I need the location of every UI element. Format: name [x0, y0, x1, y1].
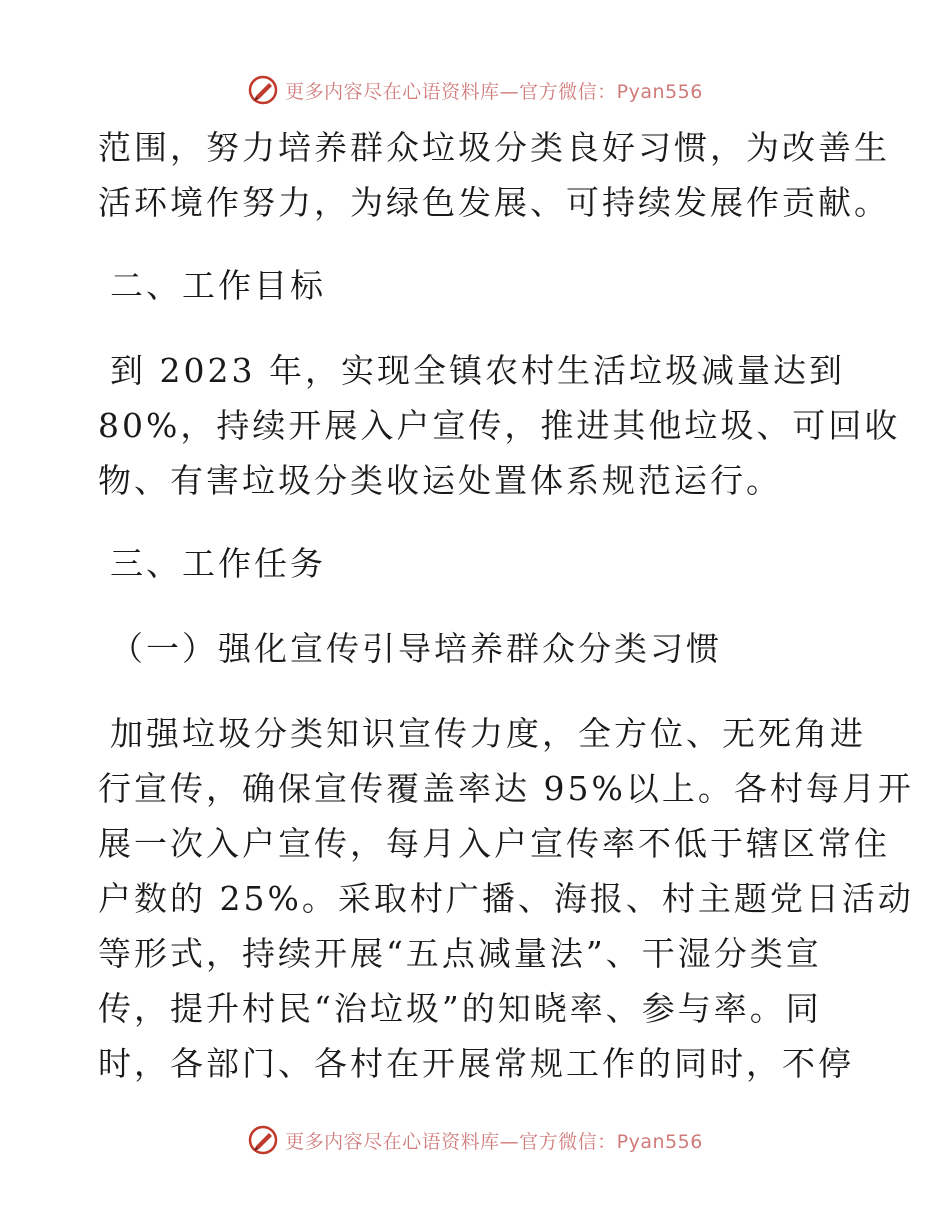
paragraph-line: 传，提升村民“治垃圾”的知晓率、参与率。同 [98, 989, 822, 1028]
subsection-heading: （一）强化宣传引导培养群众分类习惯 [110, 629, 722, 668]
footer-watermark [0, 1120, 950, 1160]
footer-watermark-text: 更多内容尽在心语资料库—官方微信：Pyan556 [285, 1130, 703, 1153]
pen-logo-icon [247, 1124, 279, 1156]
paragraph-line: 到 2023 年，实现全镇农村生活垃圾减量达到 [110, 351, 845, 390]
pen-logo-icon [247, 74, 279, 106]
paragraph-line: 行宣传，确保宣传覆盖率达 95%以上。各村每月开 [98, 769, 914, 808]
section-heading-tasks: 三、工作任务 [110, 544, 326, 583]
header-watermark-text: 更多内容尽在心语资料库—官方微信：Pyan556 [285, 80, 703, 103]
document-body [98, 120, 914, 1091]
paragraph-line: 展一次入户宣传，每月入户宣传率不低于辖区常住 [98, 824, 890, 863]
paragraph-line: 户数的 25%。采取村广播、海报、村主题党日活动 [98, 879, 914, 918]
paragraph-line: 物、有害垃圾分类收运处置体系规范运行。 [98, 461, 782, 500]
paragraph-line: 等形式，持续开展“五点减量法”、干湿分类宣 [98, 934, 822, 973]
paragraph-line: 时，各部门、各村在开展常规工作的同时，不停 [98, 1044, 854, 1083]
header-watermark [0, 70, 950, 110]
paragraph-line: 活环境作努力，为绿色发展、可持续发展作贡献。 [98, 183, 890, 222]
paragraph-line: 加强垃圾分类知识宣传力度，全方位、无死角进 [110, 714, 866, 753]
paragraph-line: 范围，努力培养群众垃圾分类良好习惯，为改善生 [98, 128, 890, 167]
paragraph-line: 80%，持续开展入户宣传，推进其他垃圾、可回收 [98, 406, 901, 445]
section-heading-goals: 二、工作目标 [110, 266, 326, 305]
